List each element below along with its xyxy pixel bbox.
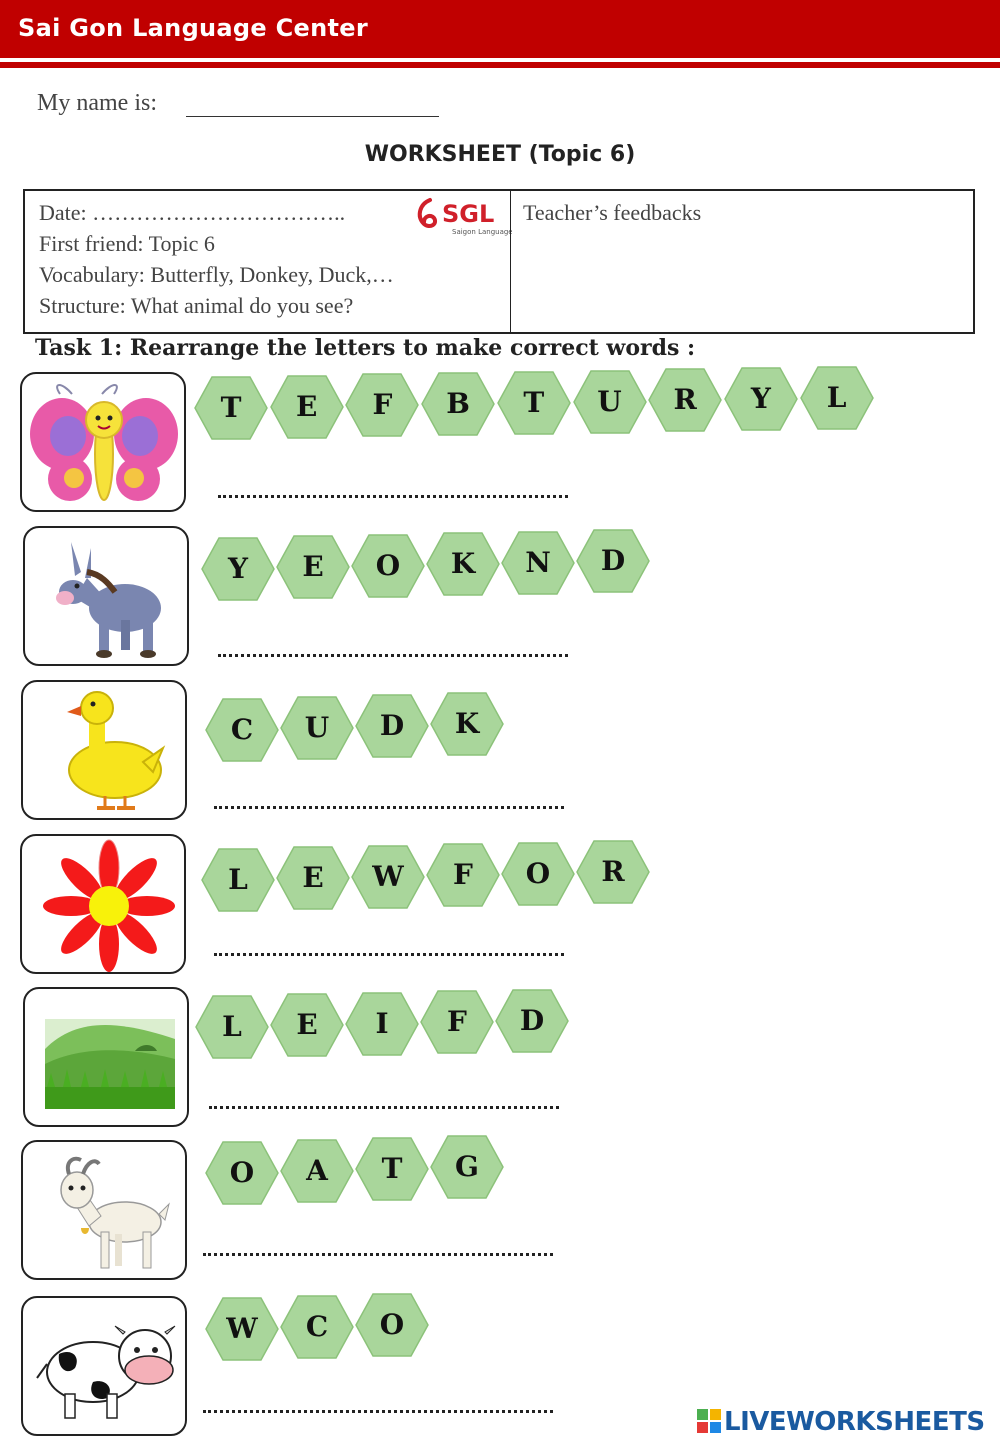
letter-tile[interactable] <box>195 995 269 1059</box>
tile-letter: W <box>226 1312 258 1345</box>
answer-line-goat[interactable] <box>203 1241 553 1256</box>
name-label: My name is: <box>37 90 157 116</box>
liveworksheets-text: LIVEWORKSHEETS <box>724 1407 985 1437</box>
tile-letter: E <box>296 389 318 423</box>
tile-letter: O <box>229 1156 255 1189</box>
tile-letter: U <box>597 384 622 418</box>
letter-tile[interactable] <box>576 529 650 593</box>
info-divider <box>510 191 511 332</box>
tile-letter: K <box>450 547 476 581</box>
tile-letter: I <box>375 1006 389 1040</box>
letter-tile[interactable] <box>648 368 722 432</box>
tile-letter: Y <box>750 381 771 415</box>
teacher-feedback-label: Teacher’s feedbacks <box>523 200 702 225</box>
tile-letter: F <box>453 858 473 892</box>
letter-tile[interactable] <box>355 1293 429 1357</box>
tile-letter: T <box>220 391 242 424</box>
answer-line-flower[interactable] <box>214 941 564 956</box>
tile-letter: O <box>375 548 401 582</box>
letter-tile[interactable] <box>280 1139 354 1203</box>
letter-tile[interactable] <box>276 535 350 599</box>
letter-tile[interactable] <box>576 840 650 904</box>
answer-line-donkey[interactable] <box>218 642 568 657</box>
tile-letter: D <box>600 544 626 577</box>
goat-picture <box>21 1140 187 1280</box>
answer-line-duck[interactable] <box>214 794 564 809</box>
letter-tile[interactable] <box>800 366 874 430</box>
tile-letter: Y <box>228 552 248 585</box>
letter-tile[interactable] <box>573 370 647 434</box>
answer-line-butterfly[interactable] <box>218 483 568 498</box>
letter-tile[interactable] <box>276 846 350 910</box>
letter-tile[interactable] <box>495 989 569 1053</box>
sgl-logo <box>412 194 512 238</box>
letter-tile[interactable] <box>430 1135 504 1199</box>
tile-letter: O <box>525 856 551 890</box>
letter-tile[interactable] <box>194 376 268 440</box>
name-input-line[interactable] <box>186 116 439 117</box>
tile-letter: T <box>381 1152 403 1185</box>
tile-letter: R <box>601 855 625 888</box>
date-line: Date: …………………………….. <box>39 200 346 225</box>
tile-letter: B <box>446 387 470 421</box>
flower-picture <box>20 834 186 974</box>
worksheet-title: WORKSHEET (Topic 6) <box>364 142 636 167</box>
tile-letter: D <box>519 1003 545 1037</box>
letter-tile[interactable] <box>497 371 571 435</box>
letter-tile[interactable] <box>426 532 500 596</box>
structure-line: Structure: What animal do you see? <box>39 293 354 318</box>
answer-line-field[interactable] <box>209 1094 559 1109</box>
tile-letter: W <box>372 859 404 893</box>
letter-tile[interactable] <box>355 1137 429 1201</box>
letter-tile[interactable] <box>355 694 429 758</box>
letter-tile[interactable] <box>345 373 419 437</box>
letter-tile[interactable] <box>201 537 275 601</box>
logo-text: SGL <box>442 200 495 228</box>
letter-tile[interactable] <box>270 993 344 1057</box>
tile-letter: F <box>372 388 393 422</box>
letter-tile[interactable] <box>501 531 575 595</box>
task1-title: Task 1: Rearrange the letters to make correct words : <box>35 335 696 361</box>
tile-letter: D <box>379 709 405 742</box>
tile-letter: L <box>228 863 248 896</box>
letter-tile[interactable] <box>205 1141 279 1205</box>
letter-tile[interactable] <box>421 372 495 436</box>
letter-tile[interactable] <box>420 990 494 1054</box>
letter-tile[interactable] <box>205 1297 279 1361</box>
tile-letter: C <box>305 1310 329 1343</box>
tile-letter: C <box>230 713 254 746</box>
tile-letter: U <box>304 711 330 744</box>
liveworksheets-icon <box>697 1409 721 1433</box>
butterfly-picture <box>20 372 186 512</box>
liveworksheets-logo <box>697 1407 985 1437</box>
header-rule <box>0 62 1000 68</box>
tile-letter: L <box>222 1010 242 1043</box>
tile-letter: E <box>296 1008 318 1042</box>
letter-tile[interactable] <box>345 992 419 1056</box>
tile-letter: E <box>302 861 324 895</box>
letter-tile[interactable] <box>201 848 275 912</box>
info-box <box>23 189 975 334</box>
letter-tile[interactable] <box>205 698 279 762</box>
first-friend-line: First friend: Topic 6 <box>39 231 215 256</box>
tile-letter: K <box>454 707 480 740</box>
tile-letter: F <box>447 1005 467 1039</box>
letter-tile[interactable] <box>351 845 425 909</box>
tile-letter: R <box>673 383 697 417</box>
answer-line-cow[interactable] <box>203 1398 553 1413</box>
letter-tile[interactable] <box>430 692 504 756</box>
letter-tile[interactable] <box>351 534 425 598</box>
letter-tile[interactable] <box>280 696 354 760</box>
vocabulary-line: Vocabulary: Butterfly, Donkey, Duck,… <box>39 262 394 287</box>
tile-letter: O <box>379 1308 405 1341</box>
tile-letter: L <box>826 380 847 414</box>
field-picture <box>23 987 189 1127</box>
tile-letter: G <box>455 1150 479 1183</box>
header-title: Sai Gon Language Center <box>18 14 369 42</box>
letter-tile[interactable] <box>280 1295 354 1359</box>
duck-picture <box>21 680 187 820</box>
tile-letter: T <box>523 385 545 419</box>
tile-letter: A <box>306 1154 328 1187</box>
letter-tile[interactable] <box>501 842 575 906</box>
logo-subtext: Saigon Language <box>452 228 512 236</box>
letter-tile[interactable] <box>270 375 344 439</box>
donkey-picture <box>23 526 189 666</box>
letter-tile[interactable] <box>426 843 500 907</box>
tile-letter: N <box>525 545 551 579</box>
letter-tile[interactable] <box>724 367 798 431</box>
tile-letter: E <box>302 550 324 584</box>
cow-picture <box>21 1296 187 1436</box>
